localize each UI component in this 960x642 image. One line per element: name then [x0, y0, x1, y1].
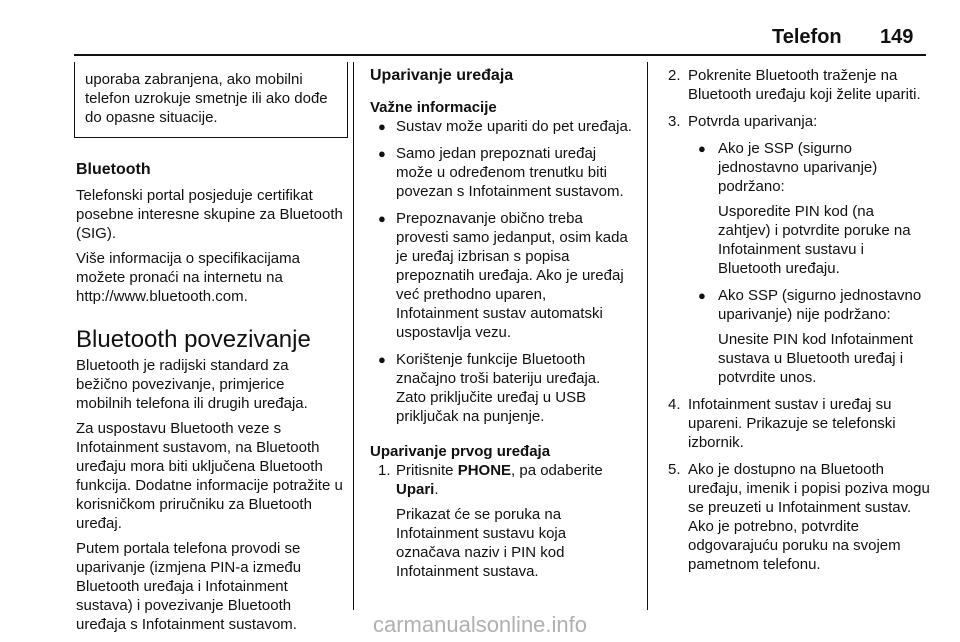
- warning-note-text: uporaba zabranjena, ako mobilni telefon uzrokuje smetnje ili ako dođe do opasne situacije.: [85, 71, 328, 126]
- bullet-item: ● Samo jedan prepoznati uređaj može u određenom trenutku biti povezan s Infotainment sustavom.: [370, 144, 632, 201]
- connect-paragraph-2: Za uspostavu Bluetooth veze s Infotainment sustavom, na Bluetooth uređaju mora biti uključena Bluetooth funkcija. Dodatne informacije potražite u korisničkom priručniku za Bluetooth uređaj.: [76, 420, 343, 532]
- bluetooth-paragraph-2: Više informacija o specifikacijama možete pronaći na internetu na http://www.bluetooth.com.: [76, 250, 300, 305]
- step-5: [668, 460, 930, 574]
- watermark: carmanualsonline.info: [372, 612, 588, 637]
- page-title: Telefon: [772, 26, 842, 48]
- column-divider-1: [353, 62, 354, 610]
- bullet-item: ● Korištenje funkcije Bluetooth značajno troši bateriju uređaja. Zato priključite uređaj u USB priključak na punjenje.: [370, 350, 632, 426]
- bluetooth-heading: Bluetooth: [76, 161, 151, 178]
- ssp-supported-item: ● Ako je SSP (sigurno jednostavno uparivanje) podržano:: [668, 139, 930, 196]
- ssp-unsupported-item: ● Ako SSP (sigurno jednostavno uparivanje) nije podržano:: [668, 286, 930, 324]
- step-1-text-end: .: [434, 481, 439, 498]
- step-5-text: Ako je dostupno na Bluetooth uređaju, imenik i popisi poziva mogu se preuzeti u Infotainment sustav. Ako je potrebno, potvrdite odgovarajuću poruku na svojem pametnom telefonu.: [688, 461, 930, 573]
- page-header: [0, 0, 960, 60]
- step-4: [668, 395, 930, 452]
- step-2-text: Pokrenite Bluetooth traženje na Bluetooth uređaju koji želite upariti.: [688, 67, 921, 103]
- step-2: [668, 66, 930, 104]
- step-1-number: 1.: [378, 462, 391, 479]
- column-3: [668, 66, 930, 574]
- step-1-followup: Prikazat će se poruka na Infotainment sustavu koja označava naziv i PIN kod Infotainment sustava.: [396, 506, 567, 580]
- bluetooth-connect-heading: Bluetooth povezivanje: [76, 326, 311, 353]
- page-number: 149: [880, 26, 914, 48]
- step-1-text-mid: , pa odaberite: [511, 462, 603, 479]
- step-3-number: 3.: [668, 113, 681, 130]
- first-pairing-heading: Uparivanje prvog uređaja: [370, 443, 551, 460]
- ssp-supported-detail: Usporedite PIN kod (na zahtjev) i potvrdite poruke na Infotainment sustavu i Bluetooth uređaju.: [718, 203, 911, 277]
- step-1: [370, 461, 632, 499]
- column-2: [370, 66, 632, 581]
- bullet-item: ● Prepoznavanje obično treba provesti samo jedanput, osim kada je uređaj izbrisan s popisa prepoznatih uređaja. Ako je uređaj već prethodno uparen, Infotainment sustav automatski uspostavlja vezu.: [370, 209, 632, 342]
- step-5-number: 5.: [668, 461, 681, 478]
- step-2-number: 2.: [668, 67, 681, 84]
- ssp-unsupported-detail: Unesite PIN kod Infotainment sustava u Bluetooth uređaj i potvrdite unos.: [718, 331, 914, 386]
- column-divider-2: [647, 62, 648, 610]
- step-4-text: Infotainment sustav i uređaj su upareni. Prikazuje se telefonski izbornik.: [688, 396, 896, 451]
- step-4-number: 4.: [668, 396, 681, 413]
- bullet-item: ● Sustav može upariti do pet uređaja.: [370, 117, 632, 136]
- pairing-heading: Uparivanje uređaja: [370, 67, 514, 84]
- warning-note-box: [74, 62, 348, 138]
- step-3-text: Potvrda uparivanja:: [688, 113, 818, 130]
- header-rule: [74, 54, 926, 56]
- bluetooth-paragraph-1: Telefonski portal posjeduje certifikat posebne interesne skupine za Bluetooth (SIG).: [76, 187, 343, 242]
- important-info-heading: Važne informacije: [370, 99, 497, 116]
- step-1-text: Pritisnite: [396, 462, 458, 479]
- step-3: [668, 112, 930, 131]
- pair-option-label: Upari: [396, 481, 435, 498]
- connect-paragraph-1: Bluetooth je radijski standard za bežično povezivanje, primjerice mobilnih telefona ili drugih uređaja.: [76, 357, 308, 412]
- connect-paragraph-3: Putem portala telefona provodi se uparivanje (izmjena PIN-a između Bluetooth uređaja i Infotainment sustava) i povezivanje Bluetooth uređaja s Infotainment sustavom.: [76, 540, 302, 633]
- column-1: [76, 62, 344, 634]
- phone-key-label: PHONE: [457, 462, 512, 479]
